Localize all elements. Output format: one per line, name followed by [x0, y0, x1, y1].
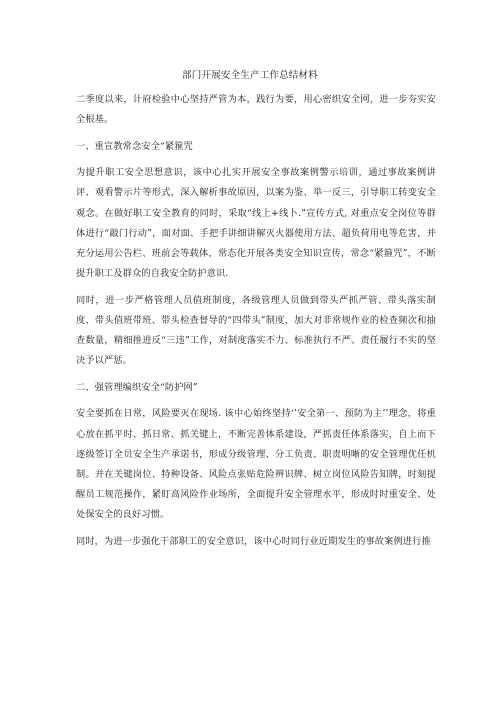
- document-title: 部门开展安全生产工作总结材料: [182, 70, 318, 81]
- paragraph: 同时，为进一步强化干部职工的安全意识，该中心时同行业近期发生的事故案例进行推: [76, 535, 431, 547]
- section-heading-2: 二、强管理编织安全“防护网”: [76, 381, 198, 393]
- paragraph: 安全要抓在日常，风险要灭在现场. 该中心始终坚持‘’安全第一、预防为主’’理念，将重心放在抓平时、抓日常、抓关键上，不断完善体系建设，严抓责任体系落实，自上而下逐级签订全员安全生产承诺书，形成分级管理、分工负责、职责明晰的安全管理优任机制。并在关键岗位、特种设备、风险点张贴危险辨识牌、树立岗位风险告知牌，时刻提醒员工规范操作，紧盯高风险作业场所，全面提升安全管理水平，形成时时重安全、处处保安全的良好习惯。: [76, 408, 436, 521]
- paragraph: 同时，进一步严格管理人员值班制度，各级管理人员做到带头严抓严管、带头落实制度、带头值班带班、带头检查督导的“四带头”制度，加大对非常规作业的检查频次和抽查数量，精细推进反“三违”工作，对制度落实不力、标准执行不严、责任履行不实的坚决予以严惩。: [76, 294, 436, 367]
- paragraph: 为提升职工安全思想意识，该中心扎实开展安全事故案例警示培训，通过事故案例讲评、观看警示片等形式，深入解析事故原因，以案为鉴、举一反三，引导职工转变安全观念。在做好职工安全教育的同时，采取“线上+线卜.”宣传方式, 对重点安全岗位等群体进行“敲门行动”，面对面、手把手讲细讲解灭火器使用方法、超负荷用电等危害，并充分运用公告栏、班前会等载体，常态化开展各类安全知识宣传，常念“紧箍咒”，不断提升职工及群众的自我安全防护意识.: [76, 167, 436, 280]
- document-body: [76, 90, 436, 558]
- section-heading-1: 一、重宣教常念安全“紧箍咒: [76, 140, 193, 152]
- paragraph-intro: 二季度以来，计府检验中心坚持严管为本，践行为要，用心密织安全网，进一步夯实安全根基。: [76, 94, 436, 126]
